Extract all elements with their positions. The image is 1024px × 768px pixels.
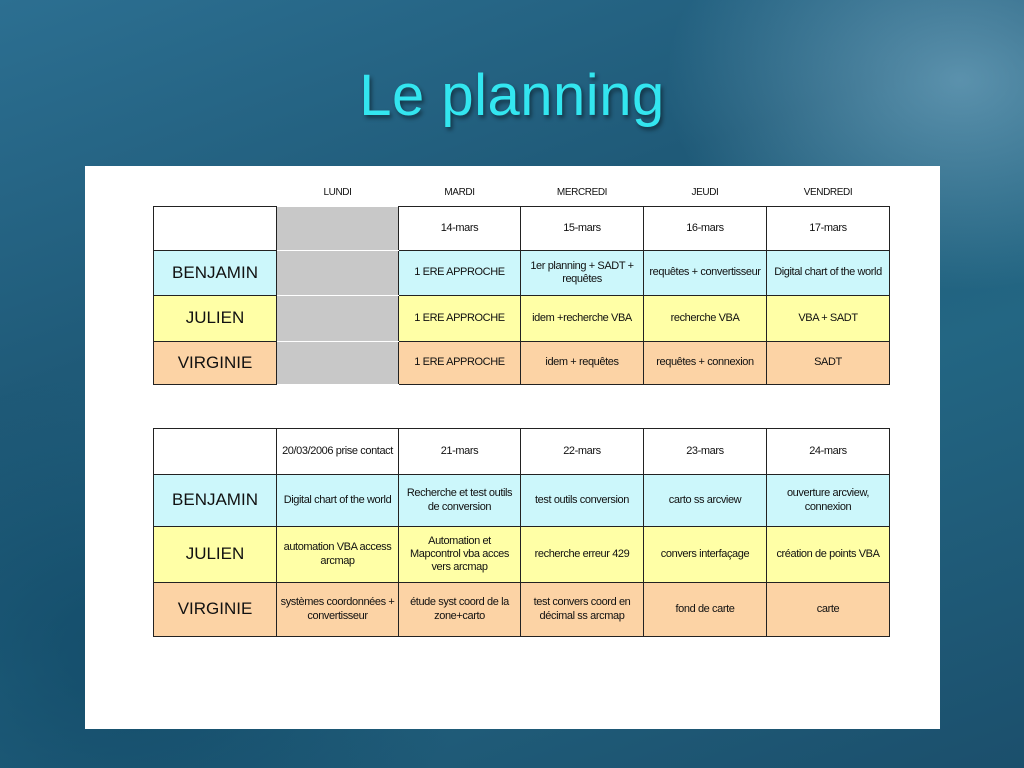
- task-cell: recherche erreur 429: [521, 527, 644, 583]
- day-header: VENDREDI: [803, 187, 853, 198]
- date-row: [154, 429, 890, 475]
- task-cell: automation VBA access arcmap: [277, 527, 399, 583]
- task-cell: 1 ERE APPROCHE: [399, 296, 521, 342]
- task-cell: 1 ERE APPROCHE: [399, 342, 521, 385]
- task-cell: fond de carte: [644, 583, 767, 637]
- task-cell: requêtes + connexion: [644, 342, 767, 385]
- task-cell: requêtes + convertisseur: [644, 251, 767, 296]
- task-cell: [277, 342, 399, 385]
- task-cell: systèmes coordonnées + convertisseur: [277, 583, 399, 637]
- task-cell: Digital chart of the world: [767, 251, 890, 296]
- date-cell: 17-mars: [767, 207, 890, 251]
- task-cell: test outils conversion: [521, 475, 644, 527]
- table-row: [154, 583, 890, 637]
- day-header: MARDI: [444, 187, 475, 198]
- task-cell: carte: [767, 583, 890, 637]
- table-row: [154, 342, 890, 385]
- day-header-row: [154, 180, 890, 207]
- person-name: JULIEN: [154, 527, 277, 583]
- task-cell: carto ss arcview: [644, 475, 767, 527]
- person-name: VIRGINIE: [154, 342, 277, 385]
- date-cell: 14-mars: [399, 207, 521, 251]
- task-cell: Recherche et test outils de conversion: [399, 475, 521, 527]
- corner-cell: [154, 429, 277, 475]
- task-cell: [277, 296, 399, 342]
- date-cell: 24-mars: [767, 429, 890, 475]
- task-cell: Digital chart of the world: [277, 475, 399, 527]
- task-cell: idem + requêtes: [521, 342, 644, 385]
- date-cell: 15-mars: [521, 207, 644, 251]
- date-cell: 20/03/2006 prise contact: [277, 429, 399, 475]
- table-row: [154, 527, 890, 583]
- day-header: LUNDI: [323, 187, 352, 198]
- planning-table-week2: [153, 428, 890, 637]
- task-cell: 1er planning + SADT + requêtes: [521, 251, 644, 296]
- task-cell: 1 ERE APPROCHE: [399, 251, 521, 296]
- person-name: BENJAMIN: [154, 251, 277, 296]
- task-cell: Automation et Mapcontrol vba acces vers arcmap: [399, 527, 521, 583]
- planning-table-week1: [153, 180, 890, 385]
- date-cell: 23-mars: [644, 429, 767, 475]
- date-cell: 21-mars: [399, 429, 521, 475]
- corner-cell: [154, 180, 277, 207]
- task-cell: idem +recherche VBA: [521, 296, 644, 342]
- task-cell: VBA + SADT: [767, 296, 890, 342]
- person-name: JULIEN: [154, 296, 277, 342]
- task-cell: création de points VBA: [767, 527, 890, 583]
- table-row: [154, 251, 890, 296]
- day-header: JEUDI: [691, 187, 719, 198]
- table-row: [154, 296, 890, 342]
- task-cell: ouverture arcview, connexion: [767, 475, 890, 527]
- task-cell: SADT: [767, 342, 890, 385]
- person-name: BENJAMIN: [154, 475, 277, 527]
- day-header: MERCREDI: [556, 187, 608, 198]
- date-row: [154, 207, 890, 251]
- slide-title: Le planning: [359, 63, 665, 128]
- person-name: VIRGINIE: [154, 583, 277, 637]
- corner-cell: [154, 207, 277, 251]
- task-cell: recherche VBA: [644, 296, 767, 342]
- date-cell: 16-mars: [644, 207, 767, 251]
- table-row: [154, 475, 890, 527]
- date-cell: 22-mars: [521, 429, 644, 475]
- task-cell: convers interfaçage: [644, 527, 767, 583]
- task-cell: test convers coord en décimal ss arcmap: [521, 583, 644, 637]
- task-cell: étude syst coord de la zone+carto: [399, 583, 521, 637]
- task-cell: [277, 251, 399, 296]
- date-cell: [277, 207, 399, 251]
